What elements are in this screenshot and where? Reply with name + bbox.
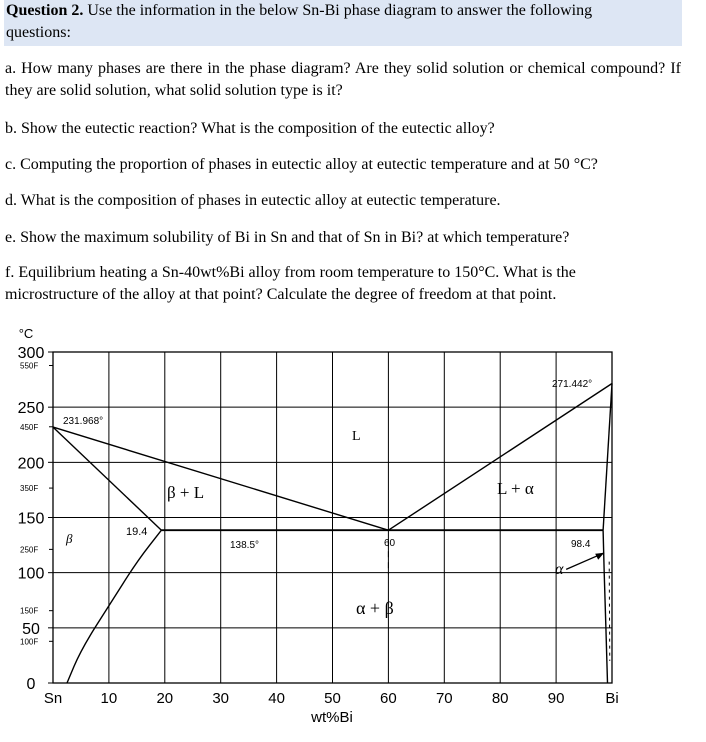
- region-liquid-alpha: L + α: [497, 479, 534, 498]
- phase-diagram: [0, 312, 706, 742]
- grid: [53, 352, 612, 683]
- x-tick-label: 10: [100, 690, 118, 707]
- y-tick-label: 200: [17, 455, 45, 473]
- region-alpha: α: [555, 561, 564, 578]
- f-tick-label: 150F: [20, 606, 39, 616]
- y-unit-label: °C: [18, 326, 34, 341]
- beta-max-label: 19.4: [126, 526, 148, 538]
- question-f: [5, 262, 681, 306]
- question-c: c. Computing the proportion of phases in eutectic alloy at eutectic temperature and at 50 °C?: [5, 156, 598, 173]
- x-tick-label: Bi: [605, 690, 619, 707]
- y-tick-label: 300: [17, 345, 45, 362]
- question-heading: [4, 0, 682, 46]
- f-tick-label: 250F: [20, 545, 39, 555]
- alpha-arrow-head: [595, 553, 604, 560]
- f-tick-label: 350F: [20, 484, 39, 494]
- question-label: Question 2.: [6, 2, 84, 19]
- x-tick-label: 90: [547, 690, 565, 707]
- question-intro-2: questions:: [6, 24, 71, 41]
- question-b: b. Show the eutectic reaction? What is the composition of the eutectic alloy?: [5, 120, 495, 137]
- question-e: e. Show the maximum solubility of Bi in Sn and that of Sn in Bi? at which temperature?: [5, 229, 570, 246]
- bi-melting-label: 271.442°: [552, 379, 593, 390]
- question-f-line1: f. Equilibrium heating a Sn-40wt%Bi alloy from room temperature to 150°C. What is the: [5, 264, 576, 281]
- question-d: d. What is the composition of phases in eutectic alloy at eutectic temperature.: [5, 192, 501, 209]
- x-tick-label: 80: [491, 690, 509, 707]
- solidus-alpha: [603, 384, 612, 531]
- region-liquid: L: [352, 429, 361, 444]
- x-tick-label: 40: [268, 690, 285, 707]
- solidus-beta: [53, 427, 161, 530]
- region-beta-liquid: β + L: [167, 483, 205, 502]
- ticks: [18, 345, 619, 707]
- region-beta: β: [66, 531, 73, 546]
- region-alpha-beta: α + β: [356, 598, 394, 618]
- solvus-beta: [67, 530, 161, 683]
- y-tick-label: 0: [26, 676, 36, 693]
- x-tick-label: Sn: [43, 690, 63, 707]
- question-intro: Use the information in the below Sn-Bi phase diagram to answer the following: [87, 2, 593, 19]
- eutectic-comp-label: 60: [384, 538, 396, 549]
- labels: [19, 326, 592, 726]
- y-tick-label: 250: [17, 400, 45, 418]
- x-tick-label: 70: [435, 690, 453, 707]
- alpha-field-dash: [609, 562, 610, 661]
- alpha-max-label: 98.4: [571, 539, 591, 550]
- y-tick-label: 100: [17, 565, 45, 583]
- x-tick-label: 30: [212, 690, 230, 707]
- y-tick-label: 150: [17, 510, 45, 528]
- x-tick-label: 20: [156, 690, 174, 707]
- sn-melting-label: 231.968°: [63, 416, 104, 427]
- eutectic-temp-label: 138.5°: [230, 540, 260, 551]
- x-axis-title: wt%Bi: [311, 709, 353, 726]
- f-tick-label: 450F: [20, 422, 39, 432]
- x-tick-label: 50: [324, 690, 341, 707]
- f-tick-label: 550F: [20, 361, 39, 371]
- question-f-line2: microstructure of the alloy at that point? Calculate the degree of freedom at that point.: [5, 286, 557, 303]
- y-tick-label: 50: [22, 620, 40, 638]
- question-a: a. How many phases are there in the phase diagram? Are they solid solution or chemical compound? If they are solid solution, what solid solution type is it?: [5, 60, 681, 99]
- f-tick-label: 100F: [20, 637, 39, 647]
- x-tick-label: 60: [380, 690, 397, 707]
